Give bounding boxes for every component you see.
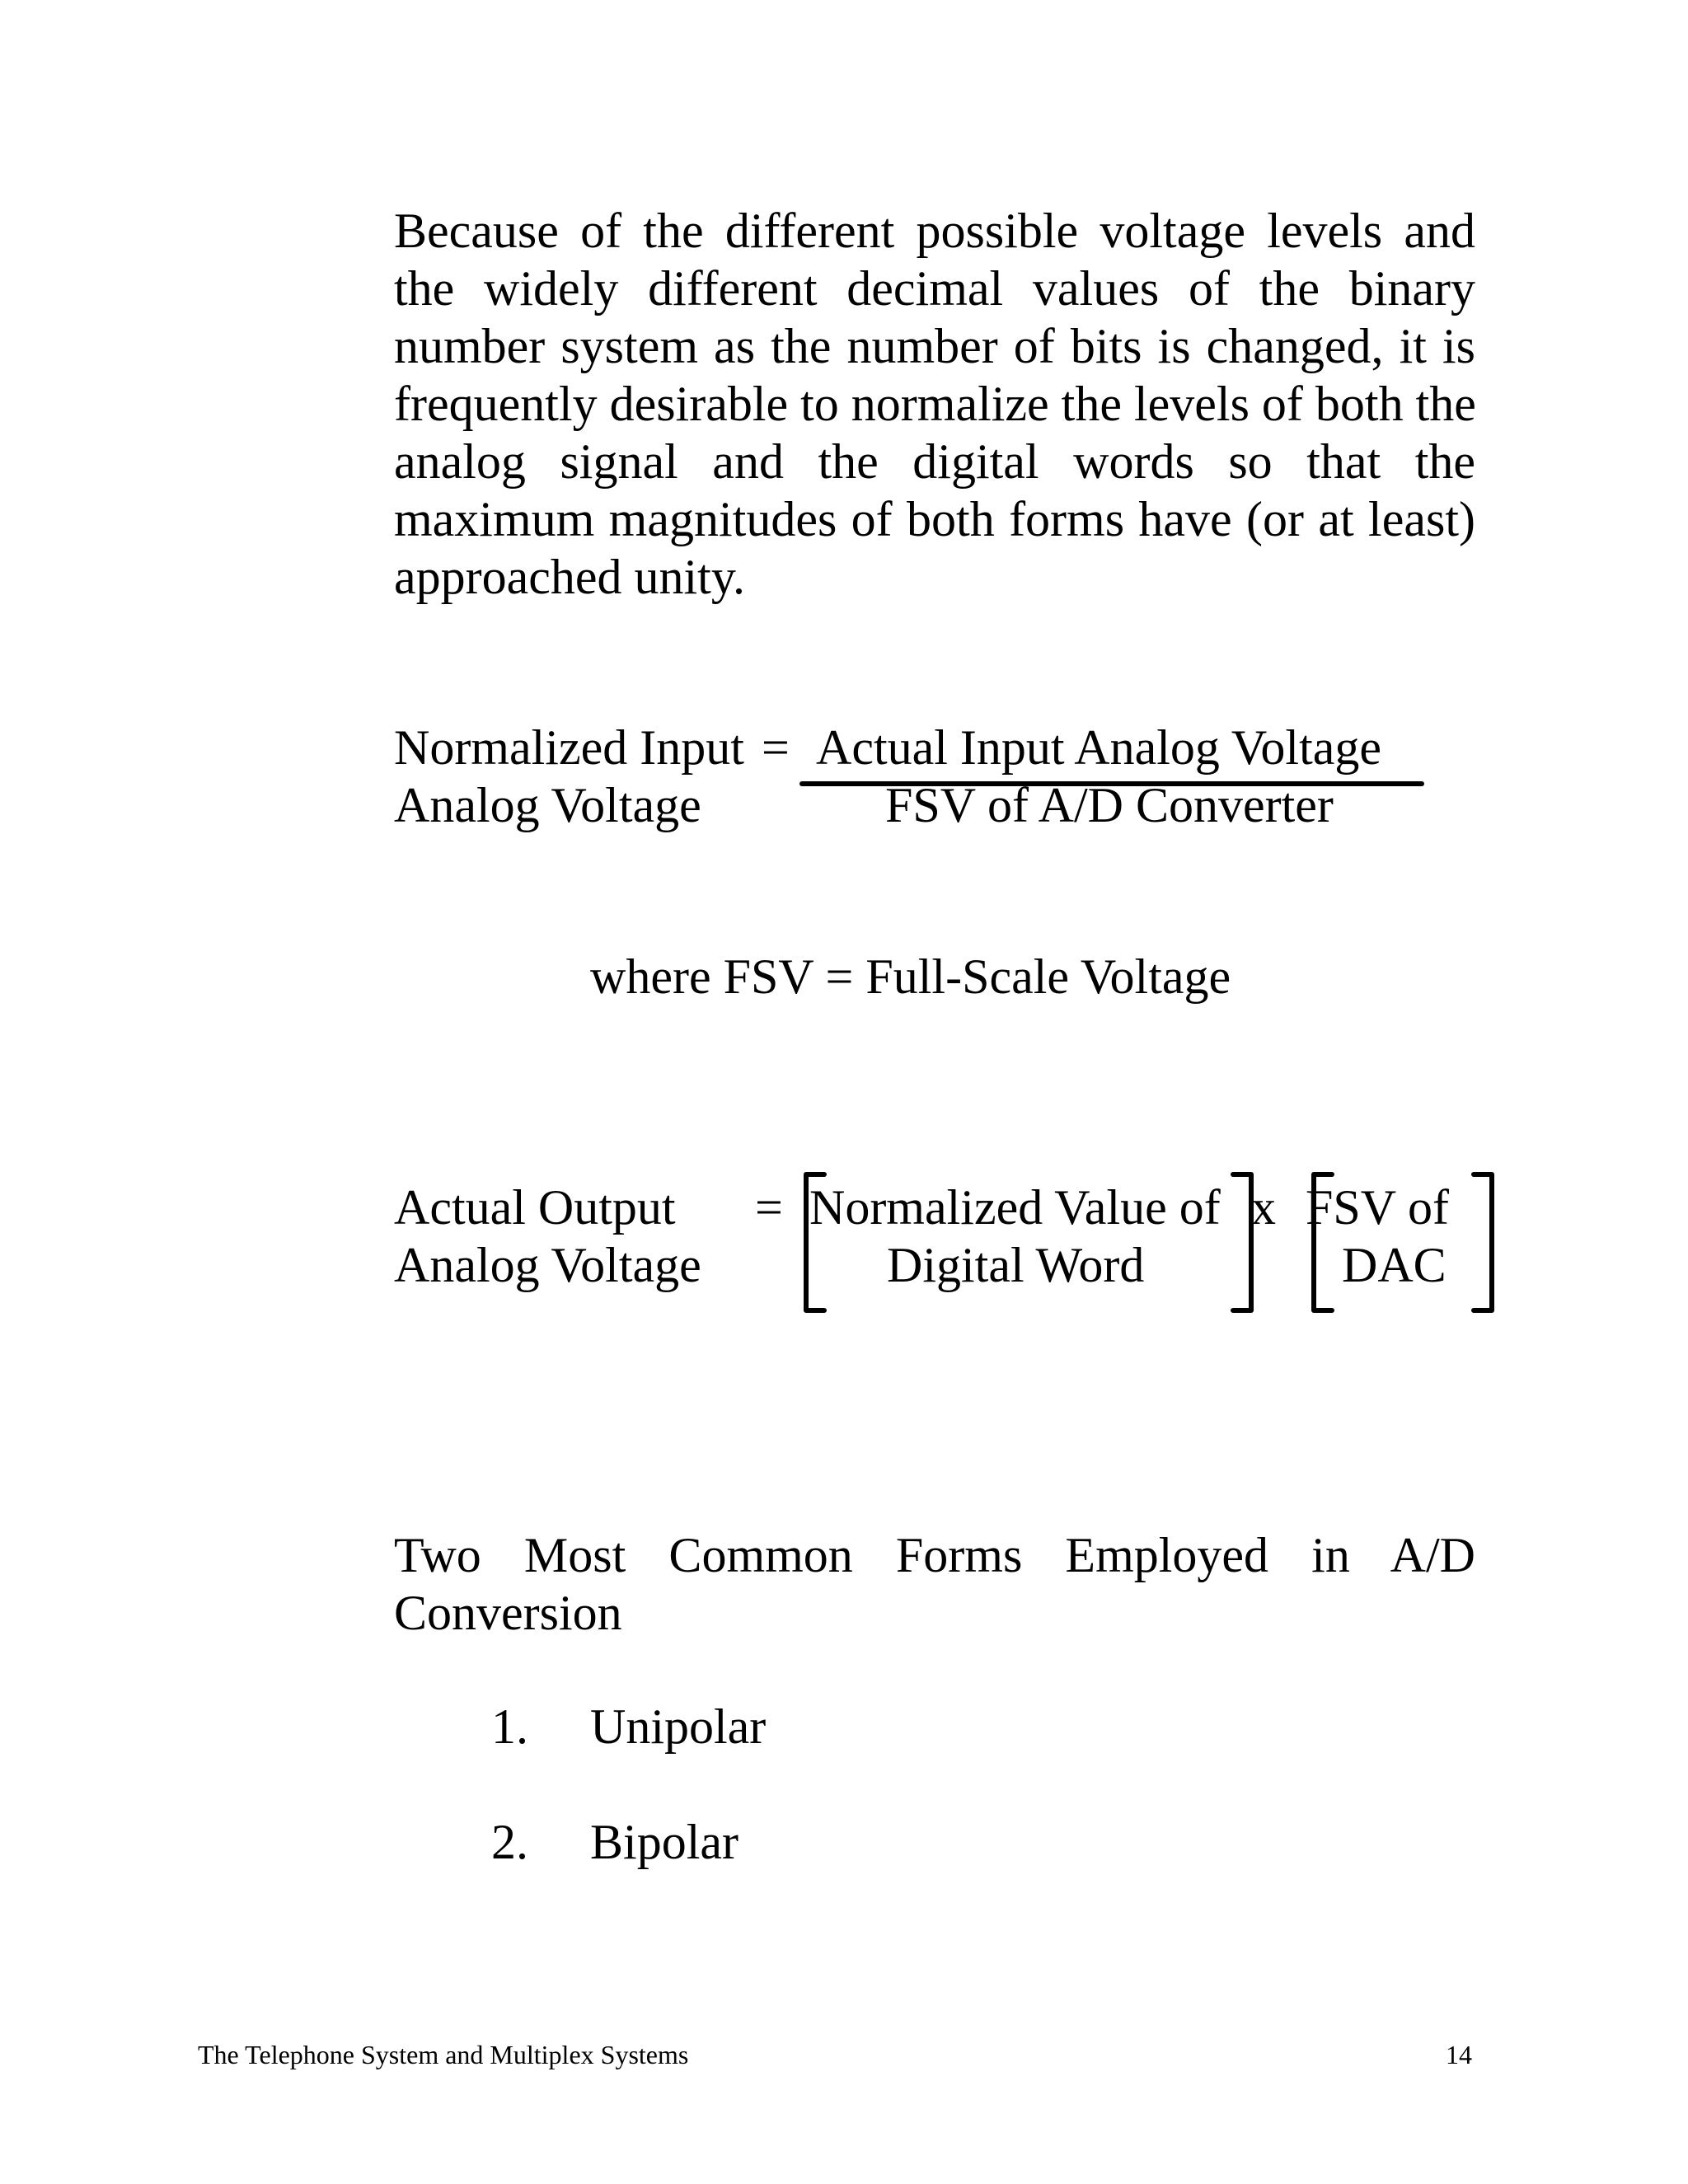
eq2-term1-line2: Digital Word <box>887 1238 1145 1292</box>
fsv-definition: where FSV = Full-Scale Voltage <box>590 949 1231 1004</box>
eq2-lhs-line1: Actual Output <box>394 1180 676 1235</box>
list-item-label: Bipolar <box>590 1815 738 1869</box>
footer-title: The Telephone System and Multiplex Systems <box>198 2040 689 2069</box>
eq1-equals: = <box>762 720 790 775</box>
intro-line: analog signal and the digital words so that the <box>394 434 1475 489</box>
eq1-lhs-line1: Normalized Input <box>394 720 744 775</box>
list-item-number: 1. <box>491 1699 528 1754</box>
eq1-denominator: FSV of A/D Converter <box>885 778 1334 832</box>
heading-line: Conversion <box>394 1586 622 1640</box>
intro-line: frequently desirable to normalize the levels of both the <box>394 377 1476 431</box>
intro-line: maximum magnitudes of both forms have (or at least) <box>394 492 1475 546</box>
intro-line: number system as the number of bits is changed, it is <box>394 319 1475 373</box>
eq2-term2-line2: DAC <box>1342 1238 1447 1292</box>
eq2-lhs-line2: Analog Voltage <box>394 1238 701 1292</box>
list-item-label: Unipolar <box>590 1699 767 1754</box>
heading-line: Two Most Common Forms Employed in A/D <box>394 1528 1475 1582</box>
bracket-left-1 <box>806 1174 824 1310</box>
forms-heading <box>394 1526 1475 1642</box>
page-number: 14 <box>1446 2040 1472 2069</box>
eq2-term1-line1: Normalized Value of <box>809 1180 1221 1235</box>
eq2-equals: = <box>755 1180 783 1235</box>
intro-line: Because of the different possible voltage levels and <box>394 204 1475 258</box>
eq2-times: x <box>1251 1180 1276 1235</box>
eq1-lhs-line2: Analog Voltage <box>394 778 701 832</box>
bracket-left-2 <box>1314 1174 1332 1310</box>
bracket-right-2 <box>1474 1174 1492 1310</box>
eq2-term2-line1: FSV of <box>1306 1180 1449 1235</box>
eq1-numerator: Actual Input Analog Voltage <box>816 720 1382 775</box>
list-item-number: 2. <box>491 1815 528 1869</box>
intro-line: the widely different decimal values of the binary <box>394 261 1475 316</box>
bracket-right-1 <box>1233 1174 1251 1310</box>
intro-line: approached unity. <box>394 550 745 604</box>
